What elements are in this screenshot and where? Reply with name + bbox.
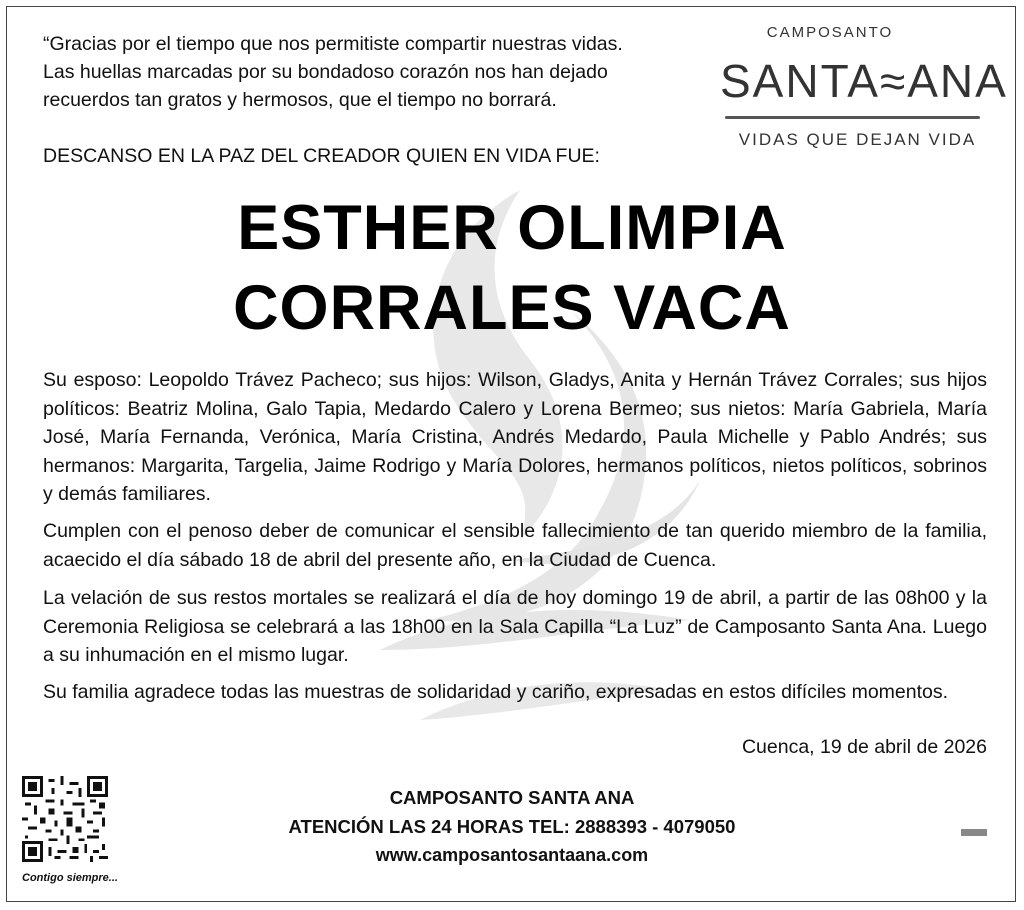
logo-main-text: SANTA≈ANA (720, 55, 1008, 107)
qr-caption: Contigo siempre... (22, 872, 118, 884)
logo-top-text: CAMPOSANTO (766, 24, 894, 41)
opening-quote (43, 30, 693, 114)
dateline: Cuenca, 19 de abril de 2026 (741, 736, 987, 758)
footer-contact (0, 783, 1024, 870)
footer-phone: ATENCIÓN LAS 24 HORAS TEL: 2888393 - 4079050 (288, 816, 736, 837)
logo-tagline: VIDAS QUE DEJAN VIDA (738, 130, 977, 149)
quote-line: “Gracias por el tiempo que nos permitiste compartir nuestras vidas. (43, 33, 623, 55)
quote-line: recuerdos tan gratos y hermosos, que el tiempo no borrará. (43, 89, 557, 111)
deceased-name (0, 188, 1024, 348)
deceased-name-line-2: CORRALES VACA (233, 273, 791, 343)
family-paragraph: Su esposo: Leopoldo Trávez Pacheco; sus hijos: Wilson, Gladys, Anita y Hernán Trávez Corrales; sus hijos políticos: Beatriz Molina, Galo Tapia, Medardo Calero y Lorena Bermeo; sus nietos: María Gabriela, María José, María Fernanda, Verónica, María Cristina, Andrés Medardo, Paula Michelle y Pablo Andrés; sus hermanos: Margarita, Targelia, Jaime Rodrigo y María Dolores, hermanos políticos, nietos políticos, sobrinos y demás familiares. (43, 369, 987, 505)
footer-website-link[interactable]: www.camposantosantaana.com (375, 845, 649, 865)
announcement-paragraph: Cumplen con el penoso deber de comunicar el sensible fallecimiento de tan querido miembro de la familia, acaecido el día sábado 18 de abril del presente año, en la Ciudad de Cuenca. (43, 520, 987, 571)
thanks-paragraph: Su familia agradece todas las muestras de solidaridad y cariño, expresadas en estos difíciles momentos. (43, 681, 949, 703)
ceremony-paragraph: La velación de sus restos mortales se realizará el día de hoy domingo 19 de abril, a partir de las 08h00 y la Ceremonia Religiosa se celebrará a las 18h00 en la Sala Capilla “La Luz” de Camposanto Santa Ana. Luego a su inhumación en el mismo lugar. (43, 587, 987, 666)
quote-line: Las huellas marcadas por su bondadoso corazón nos han dejado (43, 61, 608, 83)
intro-line: DESCANSO EN LA PAZ DEL CREADOR QUIEN EN VIDA FUE: (43, 145, 600, 167)
footer-name: CAMPOSANTO SANTA ANA (389, 787, 635, 808)
deceased-name-line-1: ESTHER OLIMPIA (237, 193, 787, 263)
camposanto-logo (715, 20, 1008, 160)
corner-mark (961, 829, 987, 836)
logo-divider (725, 116, 980, 119)
